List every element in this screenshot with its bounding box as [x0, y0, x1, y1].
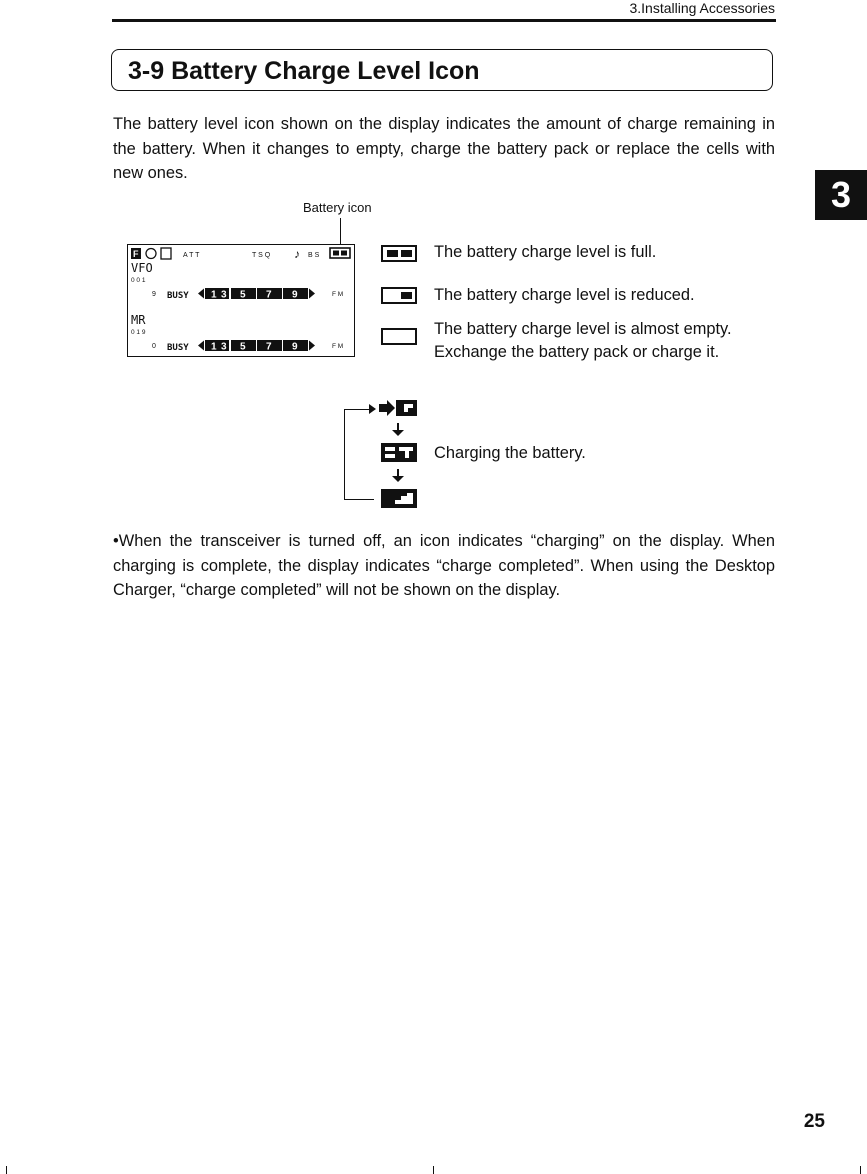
charge-loop-bottom — [344, 499, 374, 500]
header-rule — [112, 19, 776, 22]
freq-left-arrow-icon — [198, 341, 204, 351]
freq-digit: 7 — [266, 341, 272, 353]
crop-mark — [433, 1166, 434, 1174]
charge-loop-top — [344, 409, 372, 410]
freq-digit: 5 — [240, 289, 246, 301]
page-number: 25 — [803, 1111, 825, 1132]
lcd-vfo-channel: 0 0 1 — [131, 277, 146, 284]
section-title: 3-9 Battery Charge Level Icon — [128, 57, 480, 85]
lcd-vfo-label: VFO — [131, 261, 153, 275]
memory-icon — [161, 248, 171, 259]
battery-full-icon — [381, 245, 417, 262]
charge-loop-line — [344, 409, 345, 500]
lcd-vfo-step: 9 — [152, 291, 156, 298]
charging-sequence-icons — [377, 399, 419, 511]
battery-reduced-text: The battery charge level is reduced. — [434, 286, 695, 304]
lcd-graphic — [128, 245, 353, 355]
down-arrow-icon — [392, 423, 404, 436]
lcd-mr-label: MR — [131, 313, 146, 327]
loop-arrow-icon — [369, 404, 376, 414]
lcd-tsq-label: T S Q — [252, 252, 271, 259]
down-arrow-icon — [392, 469, 404, 482]
charging-note: •When the transceiver is turned off, an icon indicates “charging” on the display. When charging is complete, the display indicates “charge completed”. When using the Desktop Charger, “charge completed” will not be shown on the display. — [113, 532, 775, 599]
charging-step-3-icon — [381, 489, 417, 508]
battery-full-text: The battery charge level is full. — [434, 243, 657, 261]
lcd-mr-channel: 0 1 9 — [131, 329, 146, 336]
freq-digit: 7 — [266, 289, 272, 301]
lcd-mr-step: 0 — [152, 343, 156, 350]
lcd-att-label: A T T — [183, 252, 200, 259]
running-header: 3.Installing Accessories — [629, 0, 775, 16]
freq-digits-2 — [205, 340, 308, 353]
battery-empty-text: The battery charge level is almost empty. — [434, 320, 732, 338]
charging-step-2-icon — [381, 443, 417, 462]
battery-empty-icon — [381, 328, 417, 345]
charging-text: Charging the battery. — [434, 444, 586, 462]
freq-left-arrow-icon — [198, 289, 204, 299]
intro-paragraph: The battery level icon shown on the display indicates the amount of charge remaining in the battery. When it changes to empty, charge the battery pack or replace the cells with new ones. — [113, 115, 775, 182]
freq-digit: 5 — [240, 341, 246, 353]
battery-icon-callout: Battery icon — [303, 200, 372, 215]
lcd-busy-2: BUSY — [167, 343, 189, 353]
freq-digit: 3 — [221, 341, 227, 353]
freq-digit: 9 — [292, 341, 298, 353]
section-title-box — [111, 49, 773, 91]
function-icon-glyph: F — [133, 249, 139, 259]
lcd-mode-2: F M — [332, 343, 344, 350]
crop-mark — [860, 1166, 861, 1174]
charging-step-1-icon — [379, 400, 417, 416]
freq-digit: 9 — [292, 289, 298, 301]
freq-right-arrow-icon — [309, 341, 315, 351]
freq-digit: 1 — [211, 289, 217, 301]
lcd-busy-1: BUSY — [167, 291, 189, 301]
freq-right-arrow-icon — [309, 289, 315, 299]
battery-empty-text-2: Exchange the battery pack or charge it. — [434, 343, 720, 361]
chapter-tab: 3 — [815, 170, 867, 220]
callout-line — [340, 218, 341, 245]
lcd-bs-label: B S — [308, 252, 320, 259]
lcd-display — [127, 244, 355, 357]
lcd-mode-1: F M — [332, 291, 344, 298]
freq-digit: 3 — [221, 289, 227, 301]
battery-reduced-icon — [381, 287, 417, 304]
freq-digits-1 — [205, 288, 308, 301]
crop-mark — [6, 1166, 7, 1174]
music-note-icon: ♪ — [294, 247, 300, 261]
freq-digit: 1 — [211, 341, 217, 353]
dial-lock-icon — [146, 249, 156, 259]
